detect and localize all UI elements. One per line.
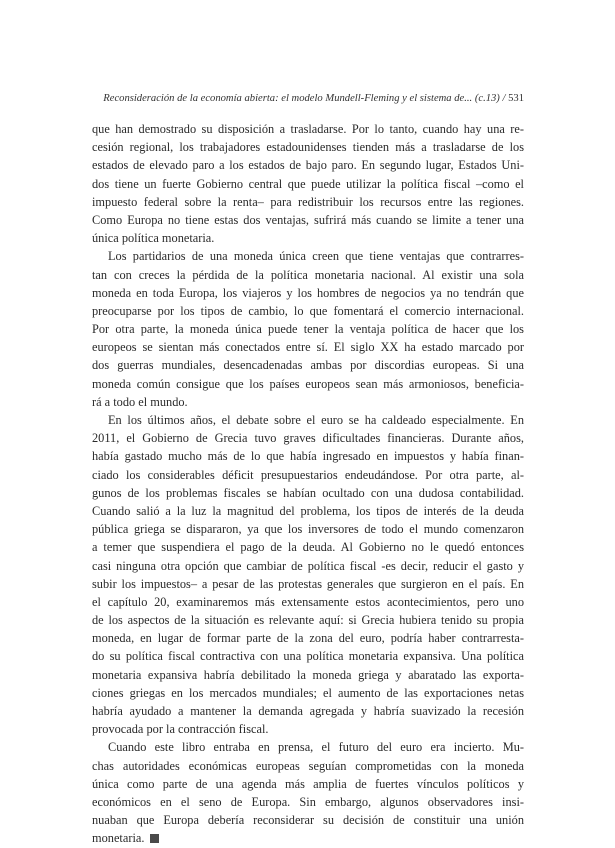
text-line: do su política fiscal contractiva con una política monetaria expansiva. Una política <box>92 649 524 664</box>
text-line: provocada por la contracción fiscal. <box>92 722 269 737</box>
end-of-section-mark <box>150 834 159 843</box>
text-line: casi ninguna otra opción que cambiar de política fiscal -es decir, reducir el gasto y <box>92 558 524 573</box>
text-line: moneda, en lugar de formar parte de la zona del euro, podría haber contrarresta- <box>92 631 524 646</box>
text-line: pública griega se dispararon, ya que los inversores de todo el mundo comenzaron <box>92 522 524 537</box>
text-line: cesión regional, los trabajadores estadounidenses tienden más a trasladarse de los <box>92 140 524 155</box>
text-line: ciones griegas en los mercados mundiales; el aumento de las exportaciones netas <box>92 685 524 700</box>
text-line: chas autoridades económicas europeas seguían comprometidas con la moneda <box>92 758 524 773</box>
text-line: dos guerras mundiales, desencadenadas ambas por discordias europeas. Si una <box>92 358 524 373</box>
text-line: Por otra parte, la moneda única puede tener la ventaja política de hacer que los <box>92 322 524 337</box>
text-line: moneda en toda Europa, los viajeros y los hombres de negocios ya no tendrán que <box>92 285 524 300</box>
text-line: única política monetaria. <box>92 231 215 246</box>
text-line: estados de elevado paro a los estados de bajo paro. En segundo lugar, Estados Uni- <box>92 158 524 173</box>
text-line: En los últimos años, el debate sobre el euro se ha caldeado especialmente. En <box>108 413 524 427</box>
text-line: económicos en el seno de Europa. Sin embargo, algunos observadores insi- <box>92 794 524 809</box>
paragraph <box>92 247 524 411</box>
text-line: el capítulo 20, examinaremos más extensamente estos acontecimientos, pero uno <box>92 594 524 609</box>
text-line: tan con creces la pérdida de la política monetaria nacional. Al existir una sola <box>92 267 524 282</box>
text-line: única como parte de una agenda más amplia de fuertes vínculos políticos y <box>92 776 524 791</box>
text-line: europeos se sientan más conectados entre sí. El siglo XX ha estado marcado por <box>92 340 524 355</box>
running-header-title: Reconsideración de la economía abierta: el modelo Mundell-Fleming y el sistema de... (c.13) <box>103 93 500 104</box>
text-line: gunos de los problemas fiscales se habían ocultado con una dudosa contabilidad. <box>92 485 524 500</box>
text-line: ciado los considerables déficit presupuestarios endeudándose. Por otra parte, al- <box>92 467 524 482</box>
running-header-separator: / <box>502 93 506 104</box>
text-line: había gastado mucho más de lo que había ingresado en impuestos y había finan- <box>92 449 524 464</box>
text-line: Los partidarios de una moneda única creen que tiene ventajas que contrarres- <box>108 249 524 264</box>
body-text <box>92 120 524 848</box>
text-line: que han demostrado su disposición a trasladarse. Por lo tanto, cuando hay una re- <box>92 122 524 136</box>
page-number: 531 <box>508 93 524 104</box>
paragraph <box>92 738 524 847</box>
text-line: Cuando salió a la luz la magnitud del problema, los tipos de interés de la deuda <box>92 503 524 518</box>
text-line: monetaria expansiva habría debilitado la moneda griega y abaratado las exporta- <box>92 667 524 682</box>
text-line: Como Europa no tiene estas dos ventajas, sufrirá más cuando se limite a tener una <box>92 212 524 227</box>
text-line: dos tiene un fuerte Gobierno central que puede utilizar la política fiscal –como el <box>92 176 524 191</box>
text-line: 2011, el Gobierno de Grecia tuvo graves dificultades financieras. Durante años, <box>92 431 524 446</box>
paragraph <box>92 120 524 247</box>
text-line: Cuando este libro entraba en prensa, el futuro del euro era incierto. Mu- <box>108 740 524 755</box>
running-header <box>92 92 524 106</box>
text-line: subir los impuestos– a pesar de las protestas generales que surgieron en el país. En <box>92 576 524 591</box>
text-line: a temer que suspendiera el pago de la deuda. Al Gobierno no le quedó entonces <box>92 540 524 555</box>
text-line: rá a todo el mundo. <box>92 394 188 409</box>
text-line: impuesto federal sobre la renta– para redistribuir los recursos entre las regiones. <box>92 194 524 209</box>
text-line: de los aspectos de la situación es relevante aquí: si Grecia hubiera tenido su propia <box>92 613 524 628</box>
text-line: habría ayudado a mantener la demanda agregada y habría suavizado la recesión <box>92 704 524 718</box>
text-line: monetaria. <box>92 829 524 847</box>
paragraph <box>92 411 524 738</box>
text-line: preocuparse por los tipos de cambio, lo que fomentará el comercio internacional. <box>92 303 524 318</box>
text-line: moneda común consigue que los países europeos sean más armoniosos, beneficia- <box>92 376 524 391</box>
text-line: nuaban que Europa debería reconsiderar su decisión de constituir una unión <box>92 813 524 828</box>
